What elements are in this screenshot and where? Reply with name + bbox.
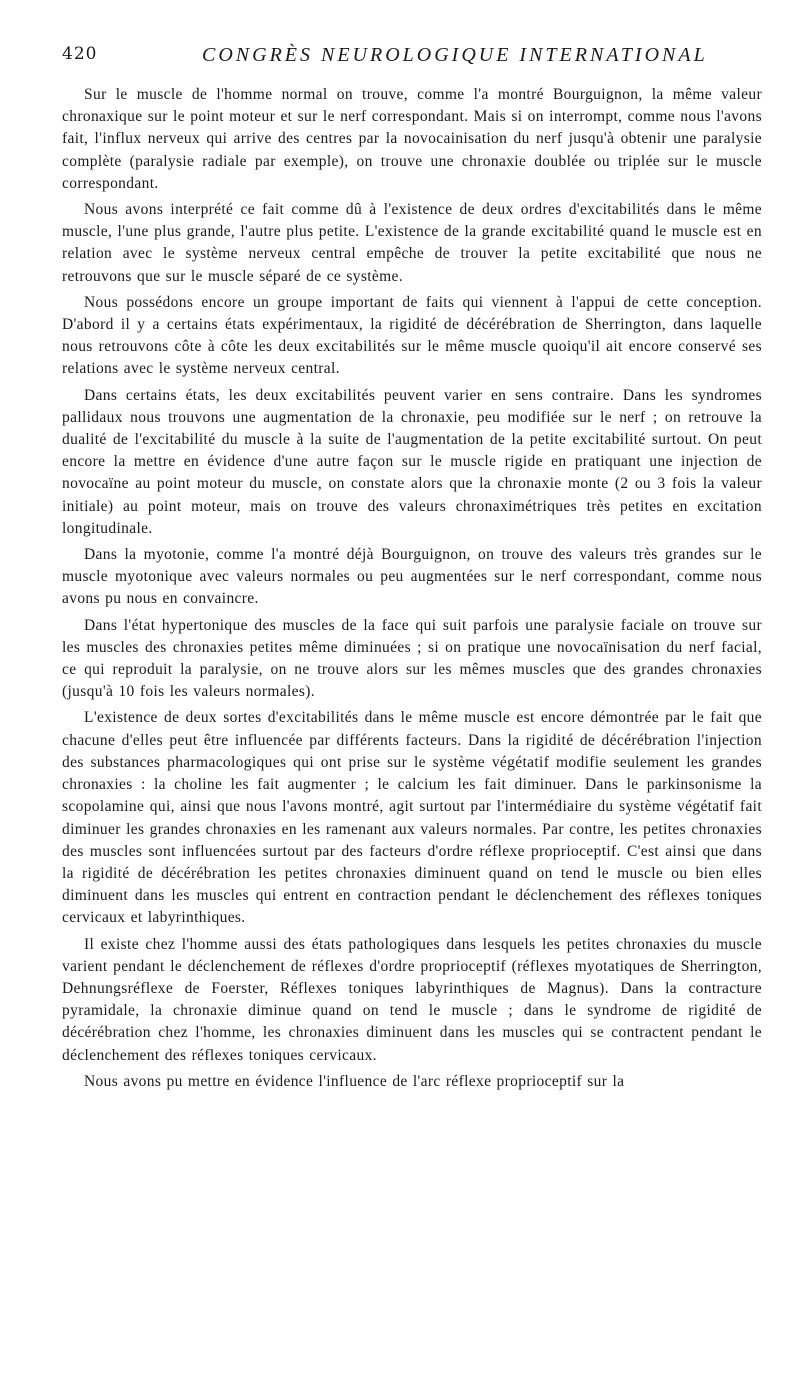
running-title: CONGRÈS NEUROLOGIQUE INTERNATIONAL	[202, 44, 708, 66]
paragraph: Sur le muscle de l'homme normal on trouve, comme l'a montré Bourguignon, la même valeur chronaxique sur le point moteur et sur le nerf correspondant. Mais si on interrompt, comme nous l'avons fait, l'influx nerveux qui arrive des centres par la novocainisation du nerf jusqu'à obtenir une paralysie complète (paralysie radiale par exemple), on trouve une chronaxie doublée ou triplée sur le muscle correspondant.	[62, 86, 762, 192]
body-text	[62, 84, 762, 1093]
paragraph: Dans l'état hypertonique des muscles de la face qui suit parfois une paralysie faciale on trouve sur les muscles des chronaxies petites même diminuées ; si on pratique une novocaïnisation du nerf facial, ce qui reproduit la paralysie, on ne trouve alors sur les mêmes muscles que des grandes chronaxies (jusqu'à 10 fois les valeurs normales).	[62, 616, 762, 701]
paragraph: Dans la myotonie, comme l'a montré déjà Bourguignon, on trouve des valeurs très grandes sur le muscle myotonique avec valeurs normales ou peu augmentées sur le nerf correspondant, comme nous avons pu nous en convaincre.	[62, 546, 762, 608]
paragraph: L'existence de deux sortes d'excitabilités dans le même muscle est encore démontrée par le fait que chacune d'elles peut être influencée par différents facteurs. Dans la rigidité de décérébration l'injection des substances pharmacologiques qui ont prise sur le système végétatif modifie seulement les grandes chronaxies : la choline les fait augmenter ; le calcium les fait diminuer. Dans le parkinsonisme la scopolamine qui, ainsi que nous l'avons montré, agit surtout par l'intermédiaire du système végétatif fait diminuer les grandes chronaxies en les ramenant aux valeurs normales. Par contre, les petites chronaxies des muscles sont influencées surtout par des facteurs d'ordre réflexe proprioceptif. C'est ainsi que dans la rigidité de décérébration les petites chronaxies diminuent quand on tend le muscle ou bien elles diminuent dans les muscles qui entrent en contraction pendant le déclenchement des réflexes toniques cervicaux et labyrinthiques.	[62, 709, 762, 927]
paragraph: Nous avons interprété ce fait comme dû à l'existence de deux ordres d'excitabilités dans le même muscle, l'une plus grande, l'autre plus petite. L'existence de la grande excitabilité quand le muscle est en relation avec le système nerveux central empêche de trouver la petite excitabilité que nous ne retrouvons que sur le muscle séparé de ce système.	[62, 201, 762, 285]
paragraph: Il existe chez l'homme aussi des états pathologiques dans lesquels les petites chronaxies du muscle varient pendant le déclenchement de réflexes d'ordre proprioceptif (réflexes myotatiques de Sherrington, Dehnungsréflexe de Foerster, Réflexes toniques labyrinthiques de Magnus). Dans la contracture pyramidale, la chronaxie diminue quand on tend le muscle ; dans le syndrome de rigidité de décérébration chez l'homme, les chronaxies diminuent dans les muscles qui se contractent pendant le déclenchement des réflexes toniques cervicaux.	[62, 935, 762, 1064]
page-number: 420	[62, 44, 98, 64]
paragraph: Dans certains états, les deux excitabilités peuvent varier en sens contraire. Dans les syndromes pallidaux nous trouvons une augmentation de la chronaxie, peu modifiée sur le nerf ; on retrouve la dualité de l'excitabilité du muscle à la suite de l'augmentation de la petite excitabilité surtout. On peut encore la mettre en évidence d'une autre façon sur le muscle rigide en pratiquant une injection de novocaïne au point moteur du muscle, on constate alors que la chronaxie monte (2 ou 3 fois la valeur initiale) au point moteur, mais on trouve des valeurs chronaximétriques très petites en excitation longitudinale.	[62, 386, 762, 537]
paragraph: Nous avons pu mettre en évidence l'influence de l'arc réflexe proprioceptif sur la	[84, 1072, 625, 1090]
paragraph: Nous possédons encore un groupe important de faits qui viennent à l'appui de cette conception. D'abord il y a certains états expérimentaux, la rigidité de décérébration de Sherrington, dans laquelle nous retrouvons côte à côte les deux excitabilités sur le même muscle quoiqu'il ait encore conservé ses relations avec le système nerveux central.	[62, 293, 762, 378]
running-header	[62, 44, 762, 74]
document-page	[62, 44, 762, 1093]
